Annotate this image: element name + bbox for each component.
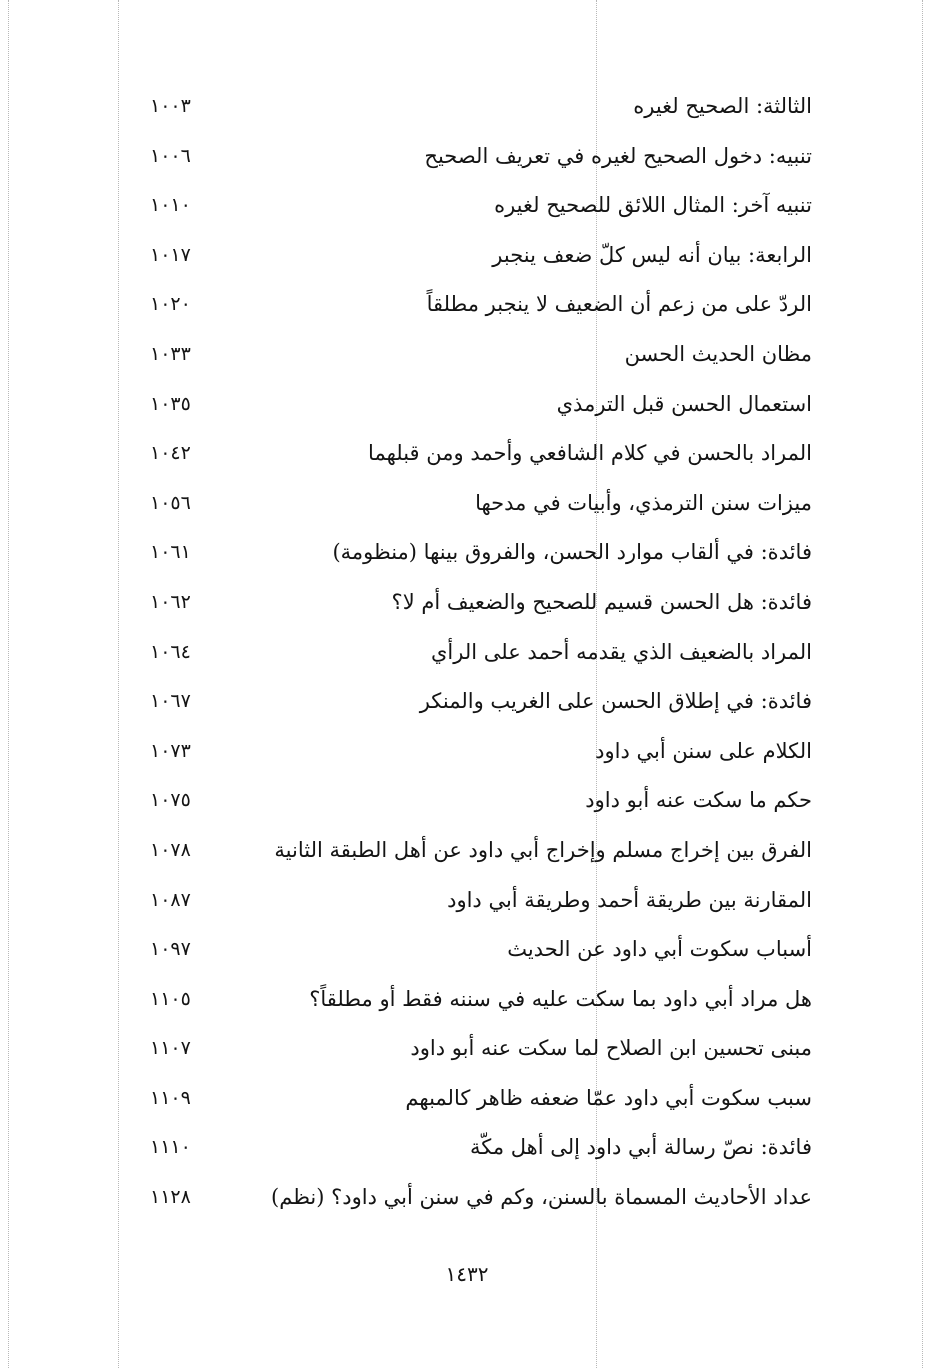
toc-entry-page: ١٠٦٢: [150, 590, 191, 613]
toc-entry: [140, 677, 820, 727]
toc-entry-title: أسباب سكوت أبي داود عن الحديث: [507, 937, 812, 962]
toc-entry-title: تنبيه آخر: المثال اللائق للصحيح لغيره: [494, 193, 812, 218]
toc-entry-page: ١١٠٥: [150, 987, 191, 1010]
toc-entry: [140, 925, 820, 975]
table-of-contents: [140, 82, 820, 1223]
toc-entry-page: ١٠٢٠: [150, 293, 191, 316]
page-number: ١٤٣٢: [445, 1262, 489, 1286]
toc-entry: [140, 1123, 820, 1173]
toc-entry: [140, 776, 820, 826]
toc-entry: [140, 528, 820, 578]
toc-entry: [140, 727, 820, 777]
toc-entry: [140, 1173, 820, 1223]
toc-entry: [140, 826, 820, 876]
toc-entry-page: ١٠٣٥: [150, 392, 191, 415]
toc-entry-page: ١٠٣٣: [150, 342, 191, 365]
toc-entry-title: المقارنة بين طريقة أحمد وطريقة أبي داود: [447, 887, 812, 912]
toc-entry-title: ميزات سنن الترمذي، وأبيات في مدحها: [475, 490, 812, 515]
toc-entry-title: فائدة: هل الحسن قسيم للصحيح والضعيف أم لا؟: [391, 589, 812, 614]
toc-entry-page: ١١٠٧: [150, 1037, 191, 1060]
toc-entry: [140, 1074, 820, 1124]
toc-entry-page: ١٠٦٤: [150, 640, 191, 663]
toc-entry-page: ١٠٠٦: [150, 144, 191, 167]
toc-entry-title: الرابعة: بيان أنه ليس كلّ ضعف ينجبر: [492, 242, 812, 267]
scan-artifact-line: [922, 0, 923, 1368]
toc-entry-page: ١٠٦١: [150, 541, 191, 564]
toc-entry-page: ١١٠٩: [150, 1086, 191, 1109]
toc-entry-page: ١٠٧٣: [150, 739, 191, 762]
toc-entry-page: ١٠١٧: [150, 243, 191, 266]
toc-entry-title: فائدة: في ألقاب موارد الحسن، والفروق بينها (منظومة): [332, 540, 812, 565]
toc-entry: [140, 330, 820, 380]
toc-entry-title: الكلام على سنن أبي داود: [595, 738, 812, 763]
toc-entry-title: الثالثة: الصحيح لغيره: [633, 94, 812, 118]
toc-entry-page: ١٠٧٥: [150, 789, 191, 812]
toc-entry-title: المراد بالضعيف الذي يقدمه أحمد على الرأي: [430, 639, 812, 664]
toc-entry-page: ١٠٧٨: [150, 838, 191, 861]
toc-entry: [140, 280, 820, 330]
toc-entry-title: الفرق بين إخراج مسلم وإخراج أبي داود عن أهل الطبقة الثانية: [274, 837, 812, 862]
toc-entry-title: سبب سكوت أبي داود عمّا ضعفه ظاهر كالمبهم: [405, 1085, 812, 1110]
toc-entry-title: تنبيه: دخول الصحيح لغيره في تعريف الصحيح: [424, 143, 812, 168]
toc-entry: [140, 1024, 820, 1074]
toc-entry-title: عداد الأحاديث المسماة بالسنن، وكم في سنن أبي داود؟ (نظم): [271, 1185, 812, 1210]
toc-entry: [140, 876, 820, 926]
toc-entry-title: مظان الحديث الحسن: [624, 341, 812, 366]
toc-entry-title: فائدة: نصّ رسالة أبي داود إلى أهل مكّة: [470, 1135, 812, 1160]
toc-entry: [140, 181, 820, 231]
toc-entry-page: ١٠٩٧: [150, 938, 191, 961]
toc-entry: [140, 429, 820, 479]
toc-entry: [140, 975, 820, 1025]
toc-entry: [140, 628, 820, 678]
toc-entry: [140, 380, 820, 430]
toc-entry-title: مبنى تحسين ابن الصلاح لما سكت عنه أبو داود: [410, 1036, 812, 1061]
toc-entry-title: هل مراد أبي داود بما سكت عليه في سننه فقط أو مطلقاً؟: [309, 986, 812, 1011]
toc-entry-page: ١١٢٨: [150, 1186, 191, 1209]
toc-entry: [140, 231, 820, 281]
toc-entry-page: ١٠٥٦: [150, 491, 191, 514]
toc-entry-page: ١٠٨٧: [150, 888, 191, 911]
scan-artifact-line: [118, 0, 119, 1368]
toc-entry-title: حكم ما سكت عنه أبو داود: [585, 788, 812, 813]
toc-entry-title: استعمال الحسن قبل الترمذي: [556, 391, 812, 416]
toc-entry-page: ١٠٦٧: [150, 690, 191, 713]
toc-entry-page: ١٠٠٣: [150, 95, 191, 117]
toc-entry-page: ١٠١٠: [150, 194, 191, 217]
toc-entry-page: ١٠٤٢: [150, 442, 191, 465]
scan-artifact-line: [8, 0, 9, 1368]
toc-entry: [140, 132, 820, 182]
toc-entry-title: فائدة: في إطلاق الحسن على الغريب والمنكر: [419, 689, 812, 714]
toc-entry: [140, 578, 820, 628]
toc-entry-page: ١١١٠: [150, 1136, 191, 1159]
toc-entry-title: المراد بالحسن في كلام الشافعي وأحمد ومن قبلهما: [368, 441, 812, 466]
toc-entry-title: الردّ على من زعم أن الضعيف لا ينجبر مطلقاً: [426, 292, 812, 317]
toc-entry: [140, 82, 820, 132]
toc-entry: [140, 479, 820, 529]
